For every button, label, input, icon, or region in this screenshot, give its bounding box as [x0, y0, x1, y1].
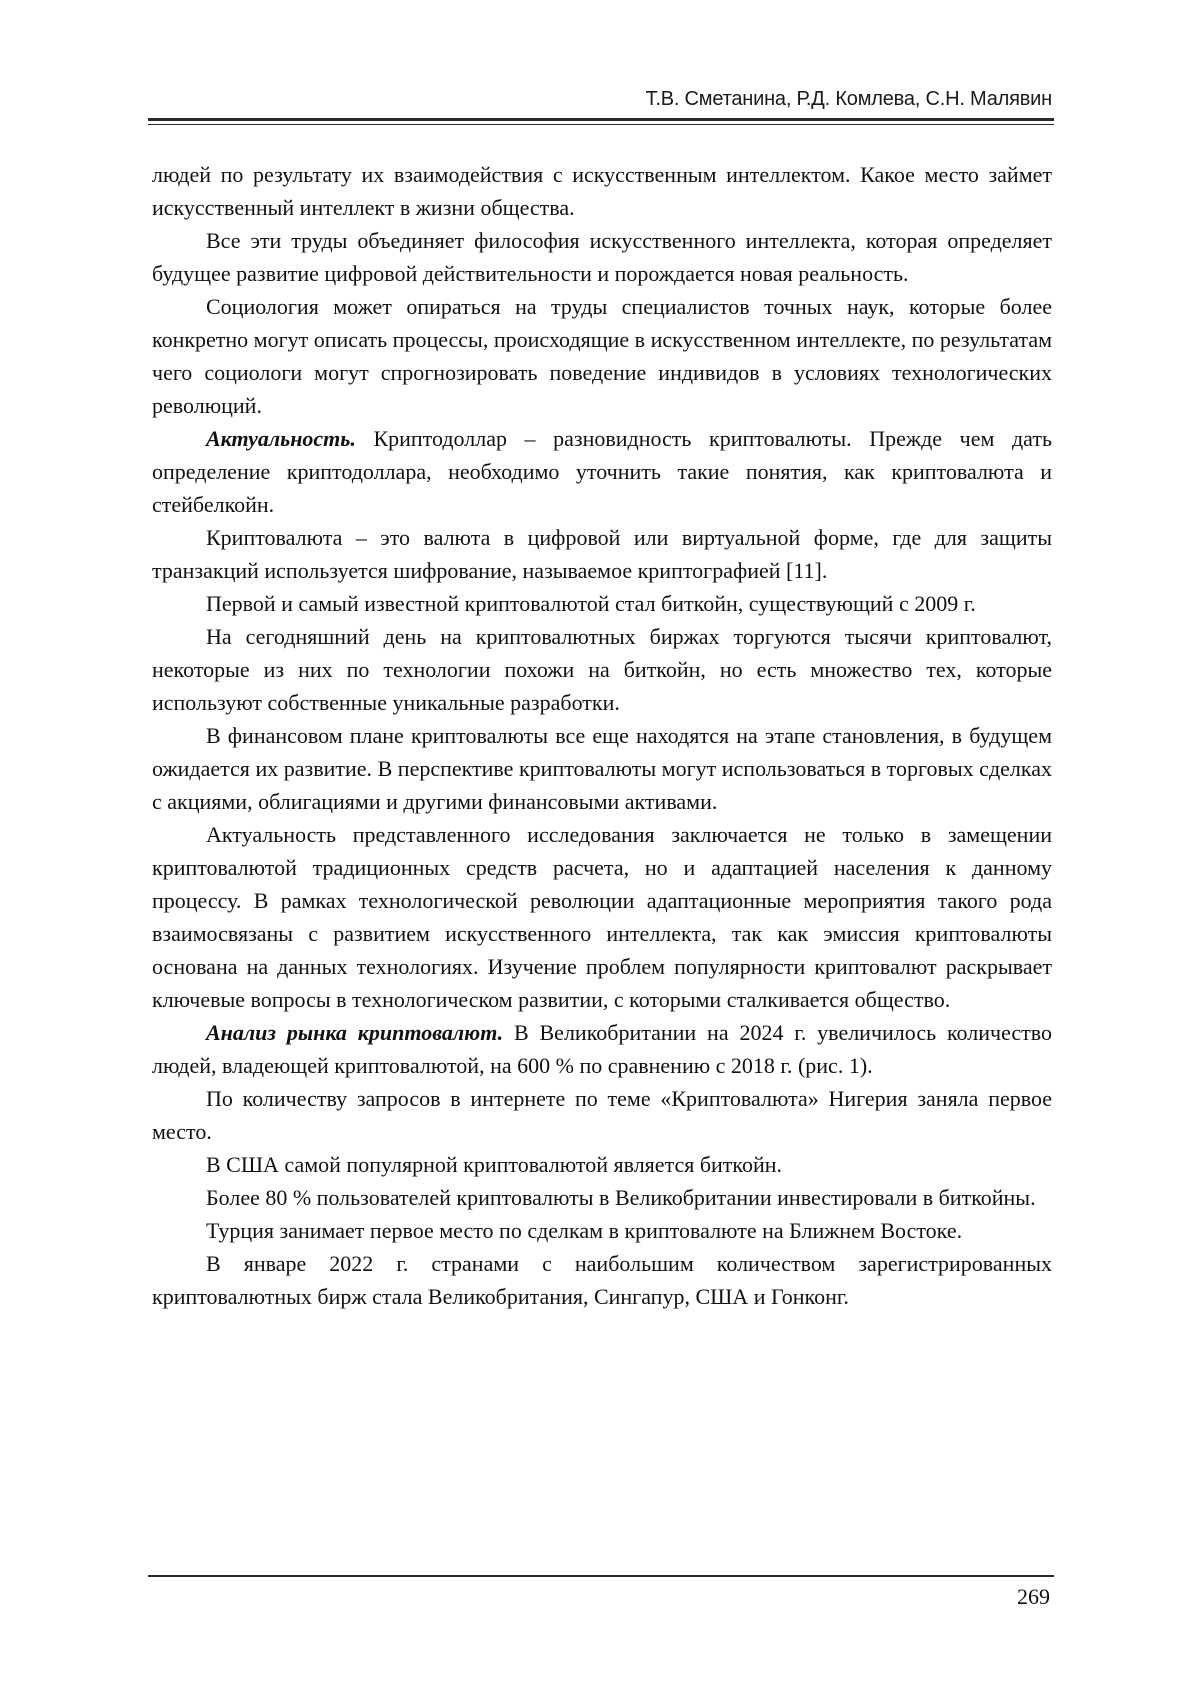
- run-in-heading-relevance: Актуальность.: [206, 426, 356, 451]
- paragraph-2: [152, 224, 1052, 290]
- paragraph-text: Актуальность представленного исследования заключается не только в за­мещении криптовалютой традиционных средств расчета, но и адаптацией на­селения к данному процессу. В рамках технологической революции адаптаци­онные мероприятия такого рода взаимосвязаны с развитием искусственного интеллекта, так как эмиссия криптовалюты основана на данных технологиях. Изучение проблем популярности криптовалют раскрывает ключевые вопросы в технологическом развитии, с которыми сталкивается общество.: [152, 822, 1052, 1012]
- paragraph-text: Турция занимает первое место по сделкам в криптовалюте на Ближнем Востоке.: [206, 1218, 962, 1243]
- paragraph-14: [152, 1214, 1052, 1247]
- paragraph-13: [152, 1181, 1052, 1214]
- paragraph-text: людей по результату их взаимодействия с искусственным интеллектом. Какое место займет искусственный интеллект в жизни общества.: [152, 162, 1052, 220]
- paragraph-text: Криптодоллар – разновидность криптовалюты. Прежде чем дать определение криптодоллара, необходимо уточнить такие понятия, как криптовалюта и стейбелкойн.: [152, 426, 1052, 517]
- paragraph-8: [152, 719, 1052, 818]
- run-in-heading-market-analysis: Анализ рынка криптовалют.: [206, 1020, 503, 1045]
- header-rule: [148, 118, 1054, 121]
- paragraph-3: [152, 290, 1052, 422]
- header-rule-thin: [148, 124, 1054, 125]
- body-text: [152, 158, 1052, 1313]
- footer-rule: [148, 1575, 1054, 1577]
- paragraph-text: В финансовом плане криптовалюты все еще находятся на этапе становле­ния, в будущем ожидается их развитие. В перспективе криптовалюты могут использоваться в торговых сделках с акциями, облигациями и другими финан­совыми активами.: [152, 723, 1052, 814]
- paragraph-11: [152, 1082, 1052, 1148]
- paragraph-market-analysis: [152, 1016, 1052, 1082]
- paragraph-12: [152, 1148, 1052, 1181]
- paragraph-relevance: [152, 422, 1052, 521]
- paragraph-text: В Великобритании на 2024 г. увеличилось количество людей, владеющей криптовалютой, на 600 % по сравнению с 2018 г. (рис. 1).: [152, 1020, 1052, 1078]
- paragraph-5: [152, 521, 1052, 587]
- paragraph-7: [152, 620, 1052, 719]
- paragraph-text: Более 80 % пользователей криптовалюты в Великобритании инвестирова­ли в биткойны.: [206, 1185, 1036, 1210]
- paragraph-15: [152, 1247, 1052, 1313]
- page-number: 269: [1017, 1584, 1050, 1610]
- paragraph-text: По количеству запросов в интернете по теме «Криптовалюта» Нигерия заняла первое место.: [152, 1086, 1052, 1144]
- paragraph-text: В январе 2022 г. странами с наибольшим количеством зарегистрирован­ных криптовалютных бирж стала Великобритания, Сингапур, США и Гонконг.: [152, 1251, 1052, 1309]
- paragraph-text: В США самой популярной криптовалютой является биткойн.: [206, 1152, 782, 1177]
- paragraph-text: На сегодняшний день на криптовалютных биржах торгуются тысячи криптовалют, некоторые из них по технологии похожи на биткойн, но есть множество тех, которые используют собственные уникальные разработки.: [152, 624, 1052, 715]
- paragraph-6: [152, 587, 1052, 620]
- paragraph-text: Первой и самый известной криптовалютой стал биткойн, существующий с 2009 г.: [206, 591, 976, 616]
- running-header-authors: Т.В. Сметанина, Р.Д. Комлева, С.Н. Малявин: [150, 88, 1052, 111]
- paragraph-text: Социология может опираться на труды специалистов точных наук, кото­рые более конкретно могут описать процессы, происходящие в искусственном интеллекте, по результатам чего социологи могут спрогнозировать поведение индивидов в условиях технологических революций.: [152, 294, 1052, 418]
- paragraph-text: Все эти труды объединяет философия искусственного интеллекта, кото­рая определяет будущее развитие цифровой действительности и порождается новая реальность.: [152, 228, 1052, 286]
- paragraph-text: Криптовалюта – это валюта в цифровой или виртуальной форме, где для за­щиты транзакций используется шифрование, называемое криптографией [11].: [152, 525, 1052, 583]
- paragraph-9: [152, 818, 1052, 1016]
- paragraph-1: [152, 158, 1052, 224]
